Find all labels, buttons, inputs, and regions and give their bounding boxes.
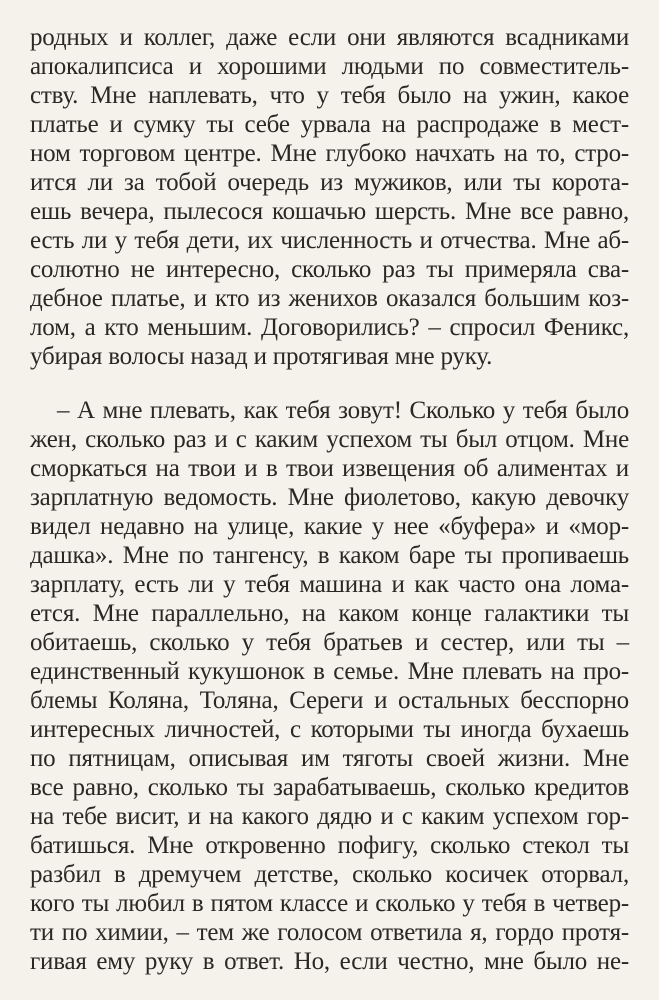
text-line: солютно не интересно, сколько раз ты примеряла сва-	[30, 256, 629, 283]
paragraph	[30, 396, 629, 976]
text-line: ется. Мне параллельно, на каком конце галактики ты	[30, 600, 629, 627]
text-line: обитаешь, сколько у тебя братьев и сестер, или ты –	[30, 629, 629, 656]
text-line: убирая волосы назад и протягивая мне руку.	[30, 343, 493, 370]
text-line: ти по химии, – тем же голосом ответила я, гордо протя-	[30, 919, 629, 946]
text-line: разбил в дремучем детстве, сколько косичек оторвал,	[30, 861, 629, 888]
text-line: по пятницам, описывая им тяготы своей жизни. Мне	[30, 745, 629, 772]
text-line: зарплатную ведомость. Мне фиолетово, какую девочку	[30, 484, 629, 511]
book-page	[30, 23, 629, 976]
text-line: ится ли за тобой очередь из мужиков, или ты корота-	[30, 169, 629, 196]
text-line: платье и сумку ты себе урвала на распродаже в мест-	[30, 111, 629, 138]
text-line: кого ты любил в пятом классе и сколько у тебя в четвер-	[30, 890, 629, 917]
text-line: ству. Мне наплевать, что у тебя было на ужин, какое	[30, 82, 629, 109]
text-line: родных и коллег, даже если они являются всадниками	[30, 24, 629, 51]
text-line: – А мне плевать, как тебя зовут! Сколько у тебя было	[57, 397, 629, 424]
text-line: сморкаться на твои и в твои извещения об алиментах и	[30, 455, 629, 482]
text-line: жен, сколько раз и с каким успехом ты был отцом. Мне	[30, 426, 629, 453]
text-line: ном торговом центре. Мне глубоко начхать на то, стро-	[30, 140, 629, 167]
text-line: батишься. Мне откровенно пофигу, сколько стекол ты	[30, 832, 629, 859]
text-line: дебное платье, и кто из женихов оказался большим коз-	[30, 285, 629, 312]
text-line: зарплату, есть ли у тебя машина и как часто она лома-	[30, 571, 629, 598]
text-line: на тебе висит, и на какого дядю и с каким успехом гор-	[30, 803, 629, 830]
text-line: интересных личностей, с которыми ты иногда бухаешь	[30, 716, 629, 743]
text-line: дашка». Мне по тангенсу, в каком баре ты пропиваешь	[30, 542, 629, 569]
text-line: единственный кукушонок в семье. Мне плевать на про-	[30, 658, 629, 685]
text-line: ешь вечера, пылесося кошачью шерсть. Мне все равно,	[30, 198, 629, 225]
text-line: есть ли у тебя дети, их численность и отчества. Мне аб-	[30, 227, 629, 254]
text-line: апокалипсиса и хорошими людьми по совместитель-	[30, 53, 629, 80]
text-line: блемы Коляна, Толяна, Сереги и остальных бесспорно	[30, 687, 629, 714]
text-line: видел недавно на улице, какие у нее «буфера» и «мор-	[30, 513, 629, 540]
text-line: все равно, сколько ты зарабатываешь, сколько кредитов	[30, 774, 629, 801]
text-line: гивая ему руку в ответ. Но, если честно, мне было не-	[30, 948, 629, 975]
text-line: лом, а кто меньшим. Договорились? – спросил Феникс,	[30, 314, 629, 341]
paragraph	[30, 23, 629, 371]
